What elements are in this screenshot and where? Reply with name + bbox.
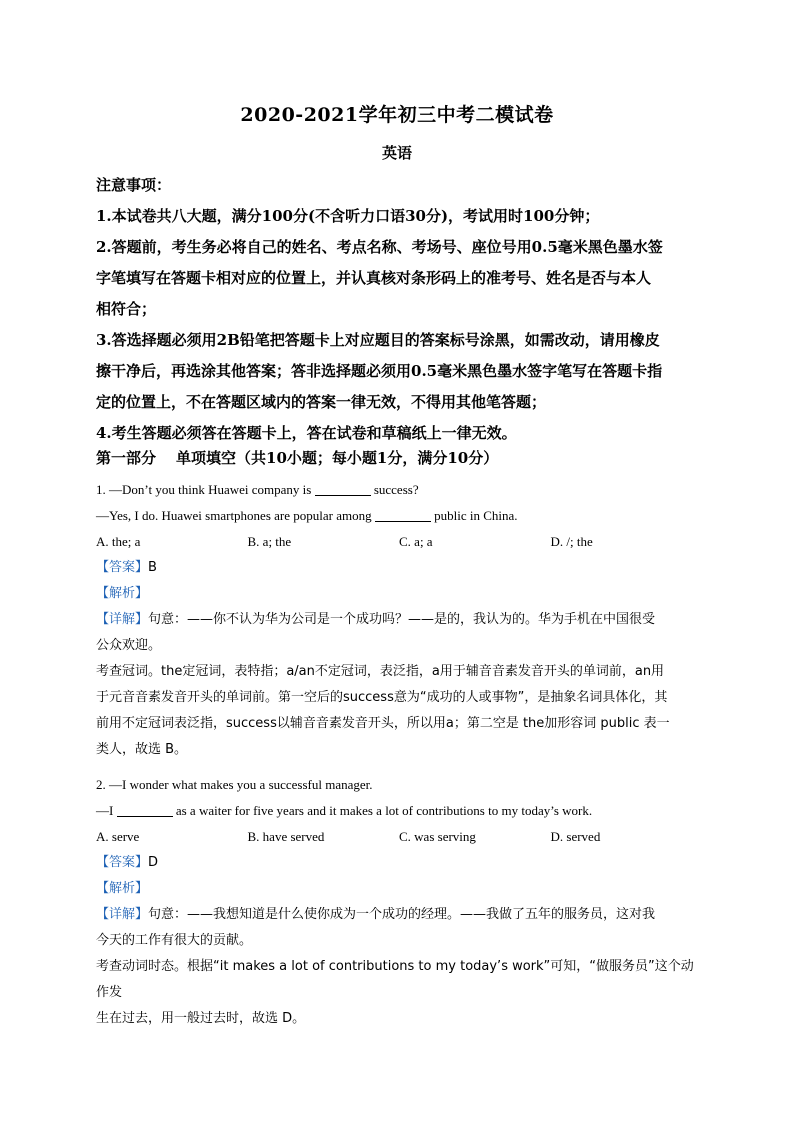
detail-line: 生在过去，用一般过去时，故选 D。 bbox=[96, 1011, 306, 1026]
section-heading bbox=[96, 447, 702, 468]
analysis-tag: 【解析】 bbox=[96, 881, 149, 896]
section-title: 单项填空（共10小题；每小题1分，满分10分） bbox=[176, 449, 499, 467]
analysis-line bbox=[96, 581, 702, 607]
exam-title: 2020-2021学年初三中考二模试卷 bbox=[240, 104, 554, 126]
detail-tag: 【详解】 bbox=[96, 907, 149, 922]
question-stem: 2. —I wonder what makes you a successful manager. bbox=[96, 777, 373, 792]
detail-line: 类人，故选 B。 bbox=[96, 742, 188, 757]
answer-line bbox=[96, 850, 702, 876]
option-c: C. was serving bbox=[399, 829, 476, 844]
detail-line: 考查冠词。the定冠词，表特指；a/an不定冠词，表泛指，a用于辅音音素发音开头的单词前，an用 bbox=[96, 664, 665, 679]
detail-line: 公众欢迎。 bbox=[96, 638, 162, 653]
answer-value: B bbox=[148, 560, 157, 575]
question-options bbox=[96, 824, 702, 850]
question-reply: —I as a waiter for five years and it makes a lot of contributions to my today’s work. bbox=[96, 803, 593, 818]
note-line: 2.答题前，考生务必将自己的姓名、考点名称、考场号、座位号用0.5毫米黑色墨水签 bbox=[96, 238, 663, 256]
question-1 bbox=[96, 477, 702, 763]
detail-line: 【详解】句意：——我想知道是什么使你成为一个成功的经理。——我做了五年的服务员，这对我 bbox=[96, 907, 656, 922]
note-line: 1.本试卷共八大题，满分100分(不含听力口语30分)，考试用时100分钟； bbox=[96, 207, 600, 225]
answer-line bbox=[96, 555, 702, 581]
option-c: C. a; a bbox=[399, 534, 433, 549]
detail-line: 考查动词时态。根据“it makes a lot of contributions to my today’s work”可知，“做服务员”这个动作发 bbox=[96, 959, 694, 1000]
option-d: D. /; the bbox=[550, 534, 593, 549]
detail-line: 【详解】句意：——你不认为华为公司是一个成功吗？——是的，我认为的。华为手机在中国很受 bbox=[96, 612, 656, 627]
question-2 bbox=[96, 772, 702, 1032]
note-line: 字笔填写在答题卡相对应的位置上，并认真核对条形码上的准考号、姓名是否与本人 bbox=[96, 269, 652, 287]
answer-tag: 【答案】 bbox=[96, 855, 149, 870]
answer-tag: 【答案】 bbox=[96, 560, 149, 575]
answer-value: D bbox=[148, 855, 159, 870]
detail-line: 前用不定冠词表泛指，success以辅音音素发音开头，所以用a；第二空是 the加形容词 public 表一 bbox=[96, 716, 670, 731]
note-line: 相符合； bbox=[96, 300, 157, 318]
option-a: A. serve bbox=[96, 829, 140, 844]
answer-blank bbox=[117, 802, 173, 817]
question-stem: 1. —Don’t you think Huawei company is success? bbox=[96, 482, 419, 497]
note-line: 3.答选择题必须用2B铅笔把答题卡上对应题目的答案标号涂黑，如需改动，请用橡皮 bbox=[96, 331, 660, 349]
section-part: 第一部分 bbox=[96, 449, 157, 467]
option-a: A. the; a bbox=[96, 534, 141, 549]
question-options bbox=[96, 529, 702, 555]
exam-subject: 英语 bbox=[381, 144, 412, 162]
note-line: 4.考生答题必须答在答题卡上，答在试卷和草稿纸上一律无效。 bbox=[96, 424, 517, 442]
detail-line: 今天的工作有很大的贡献。 bbox=[96, 933, 253, 948]
detail-line: 于元音音素发音开头的单词前。第一空后的success意为“成功的人或事物”，是抽象名词具体化，其 bbox=[96, 690, 668, 705]
notes-heading: 注意事项： bbox=[96, 176, 172, 194]
detail-tag: 【详解】 bbox=[96, 612, 149, 627]
notes-block bbox=[96, 170, 702, 449]
option-b: B. have served bbox=[247, 829, 325, 844]
option-d: D. served bbox=[550, 829, 601, 844]
note-line: 定的位置上，不在答题区域内的答案一律无效，不得用其他笔答题； bbox=[96, 393, 547, 411]
analysis-tag: 【解析】 bbox=[96, 586, 149, 601]
question-reply: —Yes, I do. Huawei smartphones are popular among public in China. bbox=[96, 508, 518, 523]
answer-blank bbox=[375, 507, 431, 522]
analysis-line bbox=[96, 876, 702, 902]
option-b: B. a; the bbox=[247, 534, 292, 549]
note-line: 擦干净后，再选涂其他答案；答非选择题必须用0.5毫米黑色墨水签字笔写在答题卡指 bbox=[96, 362, 663, 380]
answer-blank bbox=[315, 481, 371, 496]
